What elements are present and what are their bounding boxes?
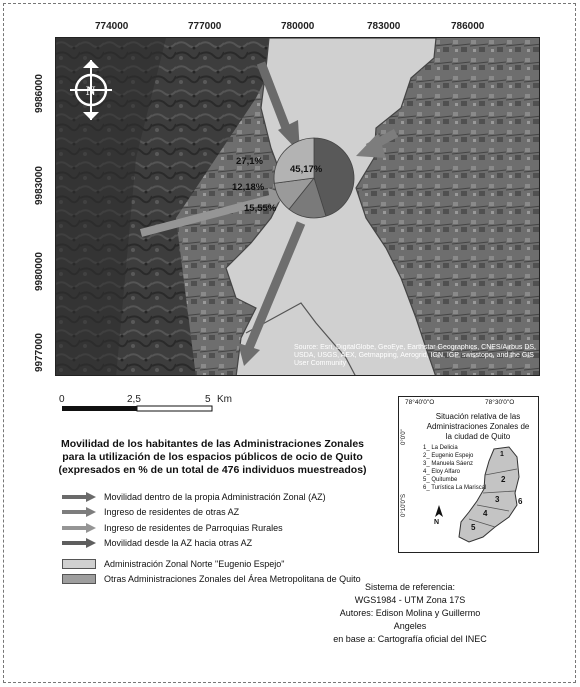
attribution-text: Source: Esri, DigitalGlobe, GeoEye, Earthstar Geographics, CNES/Airbus DS, USDA, USGS, AEX, Getmapping, Aerogrid, IGN, IGP, swisstopo, and the GIS User Community	[294, 344, 536, 367]
zone-number: 1	[500, 451, 504, 458]
credits-line: Autores: Edison Molina y Guillermo Angeles	[339, 608, 481, 631]
inset-lon-label: 78°40'0"O	[405, 399, 435, 406]
inset-map	[398, 396, 539, 553]
scale-label: 5	[205, 394, 211, 405]
inset-title: Situación relativa de las Administraciones Zonales de la ciudad de Quito	[426, 412, 530, 441]
map-title	[40, 438, 385, 477]
scale-label: 2,5	[127, 394, 141, 405]
zone-number: 5	[471, 523, 476, 532]
scale-unit: Km	[217, 394, 232, 405]
pie-label: 12,18%	[232, 182, 265, 193]
y-tick: 9980000	[34, 252, 45, 291]
title-line: Movilidad de los habitantes de las Administraciones Zonales	[60, 438, 365, 450]
zone-number: 3	[495, 495, 500, 504]
pie-chart	[274, 138, 354, 218]
x-tick: 780000	[281, 21, 315, 32]
inset-list-item: 1_ La Delicia	[423, 445, 458, 451]
y-tick: 9977000	[34, 333, 45, 372]
pie-label: 15,55%	[244, 203, 277, 214]
pie-label: 27,1%	[236, 156, 263, 167]
x-tick: 777000	[188, 21, 222, 32]
x-tick: 783000	[367, 21, 401, 32]
inset-list-item: 3_ Manuela Sáenz	[423, 461, 474, 467]
title-line: (expresados en % de un total de 476 individuos muestreados)	[58, 464, 367, 476]
pie-label: 45,17%	[290, 164, 323, 175]
inset-lon-label: 78°30'0"O	[485, 399, 515, 406]
legend-item: Movilidad desde la AZ hacia otras AZ	[62, 537, 252, 549]
scale-label: 0	[59, 394, 65, 405]
inset-list-item: 6_ Turística La Mariscal	[423, 485, 487, 491]
credits	[330, 581, 490, 646]
legend-item: Otras Administraciones Zonales del Área Metropolitana de Quito	[62, 573, 361, 585]
legend-item: Ingreso de residentes de Parroquias Rurales	[62, 522, 283, 534]
x-tick: 774000	[95, 21, 129, 32]
legend-item: Administración Zonal Norte "Eugenio Espejo"	[62, 558, 284, 570]
inset-list-item: 2_ Eugenio Espejo	[423, 453, 474, 459]
credits-line: WGS1984 - UTM Zona 17S	[354, 595, 466, 605]
main-map	[55, 37, 540, 376]
zone-number: 4	[483, 509, 488, 518]
title-line: para la utilización de los espacios públicos de ocio de Quito	[62, 451, 363, 463]
x-tick: 786000	[451, 21, 485, 32]
zone-number: 2	[501, 475, 506, 484]
legend-item: Movilidad dentro de la propia Administración Zonal (AZ)	[62, 491, 326, 503]
inset-list	[423, 444, 486, 492]
y-tick: 9983000	[34, 166, 45, 205]
inset-list-item: 4_ Eloy Alfaro	[423, 469, 461, 475]
credits-line: en base a: Cartografía oficial del INEC	[333, 634, 487, 644]
legend-item: Ingreso de residentes de otras AZ	[62, 506, 239, 518]
map-canvas	[56, 38, 540, 376]
north-letter: N	[86, 83, 96, 98]
inset-north-icon	[435, 505, 443, 517]
y-tick: 9986000	[34, 74, 45, 113]
credits-line: Sistema de referencia:	[364, 582, 456, 592]
inset-lat-label: 0°0'0"	[401, 429, 407, 445]
inset-north-letter: N	[434, 519, 440, 526]
inset-list-item: 5_ Quitumbe	[423, 477, 458, 483]
inset-lat-label: 0°10'0"S	[401, 493, 407, 517]
scale-bar	[62, 405, 222, 415]
zone-number: 6	[518, 497, 523, 506]
